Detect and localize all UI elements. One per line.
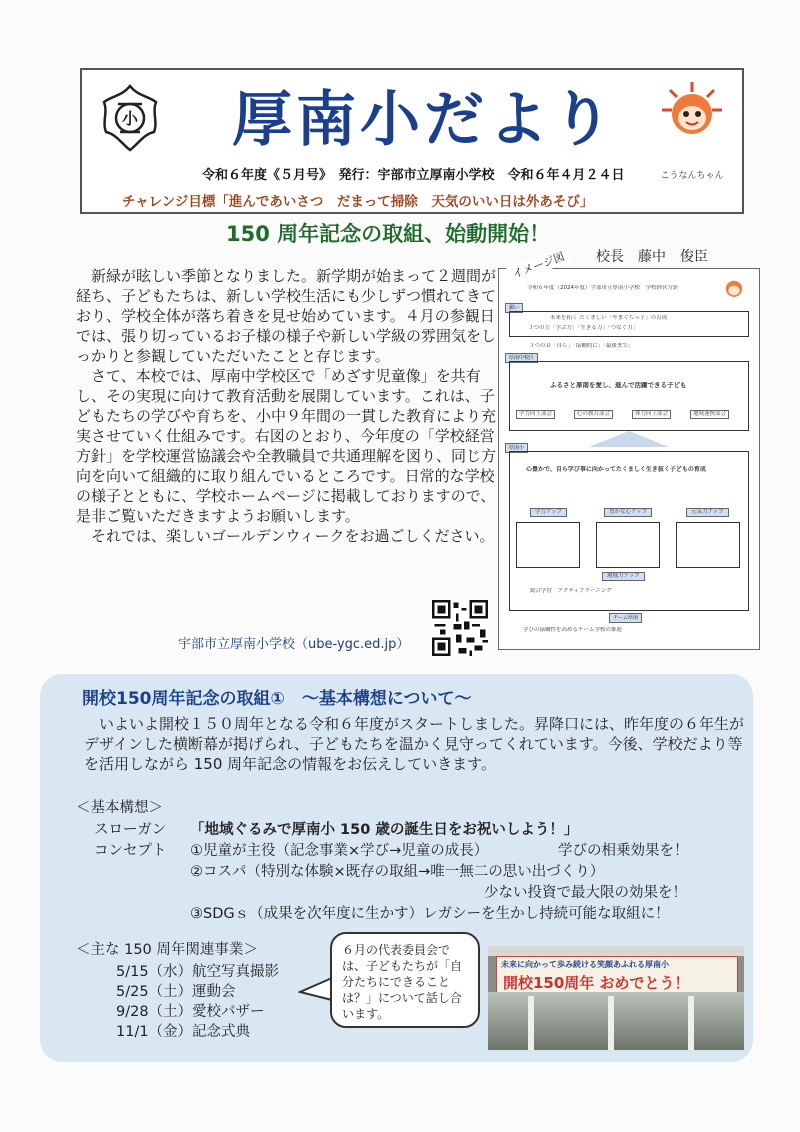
concept-label: コンセプト	[94, 843, 167, 859]
diagram-arrow	[589, 431, 669, 447]
diagram-box	[509, 311, 749, 337]
pillar	[688, 996, 694, 1050]
mascot-icon	[660, 80, 724, 144]
principal-name: 校長 藤中 俊臣	[596, 249, 708, 265]
diagram-line: 心の教育部会	[574, 410, 613, 419]
intro-paragraph: それでは、楽しいゴールデンウィークをお過ごしください。	[91, 527, 495, 545]
qr-code-icon[interactable]	[432, 600, 488, 656]
diagram-line: 元気力アップ	[686, 508, 729, 517]
school-website-link[interactable]: 宇部市立厚南小学校（ube-ygc.ed.jp）	[178, 637, 410, 652]
diagram-label: チーム厚南	[609, 613, 642, 623]
issue-line: 令和６年度《５月号》 発行：宇部市立厚南小学校 令和６年４月２４日	[202, 168, 625, 183]
page-title: 厚南小だより	[232, 85, 616, 155]
ceiling	[488, 946, 744, 956]
diagram-line: ３つの力「学ぶ力」「生きる力」「つなぐ力」	[528, 325, 639, 331]
concept-heading: ＜基本構想＞	[76, 800, 163, 816]
slogan: 「地域ぐるみで厚南小 150 歳の誕生日をお祝いしよう！」	[190, 822, 579, 838]
concept-effect: 学びの相乗効果を！	[558, 843, 689, 859]
mascot-name: こうなんちゃん	[660, 171, 724, 181]
pillar	[528, 996, 534, 1050]
diagram-subbox	[516, 522, 580, 568]
event-item: 9/28（土）愛校バザー	[116, 1004, 265, 1020]
diagram-line: 地域力アップ	[602, 572, 645, 581]
anniversary-banner	[496, 956, 738, 994]
diagram-box	[509, 451, 749, 611]
entrance-background	[488, 992, 744, 1050]
diagram-line: 総合学習 アクティブラーニング	[530, 588, 612, 594]
diagram-line: 未来を拓く たくましい「やまぐちっ子」の育成	[550, 315, 668, 321]
events-heading: ＜主な 150 周年関連事業＞	[76, 942, 258, 958]
school-emblem-icon	[94, 82, 166, 154]
diagram-header: 令和６年度（2024年度）宇部市立厚南小学校 学校経営方針	[527, 285, 679, 291]
banner-photo	[488, 946, 744, 1050]
challenge-goal: チャレンジ目標「進んであいさつ だまって掃除 天気のいい日は外あそび」	[122, 194, 594, 210]
diagram-line: 学びの協働性を高めるチーム学校の推進	[523, 627, 623, 633]
section2-body	[84, 714, 744, 774]
event-item: 5/15（水）航空写真撮影	[116, 964, 280, 980]
emblem-char: 小	[121, 109, 139, 128]
diagram-subbox	[676, 522, 740, 568]
diagram-label: 願い	[505, 303, 523, 313]
concept-item: ②コスパ（特別な体験×既存の取組→唯一無二の思い出づくり）	[190, 864, 605, 880]
concept-effect: 少ない投資で最大限の効果を！	[484, 885, 687, 901]
section2-title: 開校150周年記念の取組① ～基本構想について～	[82, 689, 472, 709]
mascot-small-icon	[721, 275, 747, 301]
newsletter-header	[80, 68, 744, 214]
diagram-line: 体力向上部会	[632, 410, 671, 419]
intro-paragraph: 新緑が眩しい季節となりました。新学期が始まって２週間が経ち、子どもたちは、新しい学校生活にも少しずつ慣れてきており、学校全体が落ち着きを見せ始めています。４月の参観日では、張り切っているお子様の様子や新しい学級の雰囲気をしっかりと参観していただいたことと存じます。	[76, 267, 497, 365]
diagram-line: 学力アップ	[530, 508, 567, 517]
diagram-line: 豊かな心アップ	[604, 508, 652, 517]
speech-bubble: ６月の代表委員会では、子どもたちが「自分たちにできることは？」について話し合います。	[330, 932, 480, 1028]
diagram-line: 地域連携部会	[690, 410, 729, 419]
anniversary-panel	[40, 674, 753, 1062]
banner-line2: 開校150周年 おめでとう！	[503, 974, 690, 992]
diagram-subbox	[596, 522, 660, 568]
diagram-label: 厚南中校区	[505, 353, 538, 363]
diagram-box	[509, 361, 749, 431]
diagram-tag: イメージ図	[506, 247, 570, 283]
diagram-line: 心豊かで、自ら学び事に向かってたくましく生き抜く子どもの育成	[526, 466, 706, 473]
event-item: 5/25（土）運動会	[116, 984, 236, 1000]
section2-paragraph: いよいよ開校１５０周年となる令和６年度がスタートしました。昇降口には、昨年度の６年生がデザインした横断幕が掲げられ、子どもたちを温かく見守ってくれています。今後、学校だより等を活用しながら 150 周年記念の情報をお伝えしていきます。	[84, 715, 745, 773]
intro-paragraph: さて、本校では、厚南中学校区で「めざす児童像」を共有し、その実現に向けて教育活動を展開しています。これは、子どもたちの学びや育ちを、小中９年間の一貫した教育により充実させていく仕組みです。右図のとおり、今年度の「学校経営方針」を学校運営協議会や全教職員で共通理解を図り、同じ方向を向いて組織的に取り組んでいるところです。日常的な学校の様子とともに、学校ホームページに掲載しておりますので、是非ご覧いただきますようお願いします。	[76, 367, 497, 525]
concept-item: ③SDGｓ（成果を次年度に生かす）レガシーを生かし持続可能な取組に！	[190, 906, 670, 922]
diagram-line: ふるさと厚南を愛し、進んで活躍できる子ども	[550, 382, 687, 389]
section1-title: 150 周年記念の取組、始動開始！	[226, 222, 551, 246]
banner-line1: 未来に向かって歩み続ける笑顔あふれる厚南小	[501, 960, 669, 969]
pillar	[608, 996, 614, 1050]
diagram-line: ３つのＤ「自ら」「協働的に」「最後まで」	[529, 343, 634, 349]
diagram-label: 厚南小	[505, 443, 528, 453]
intro-text	[76, 266, 496, 546]
diagram-line: 学力向上部会	[516, 410, 555, 419]
event-item: 11/1（金）記念式典	[116, 1024, 251, 1040]
concept-item: ①児童が主役（記念事業×学び→児童の成長）	[190, 843, 489, 859]
slogan-label: スローガン	[94, 822, 167, 838]
